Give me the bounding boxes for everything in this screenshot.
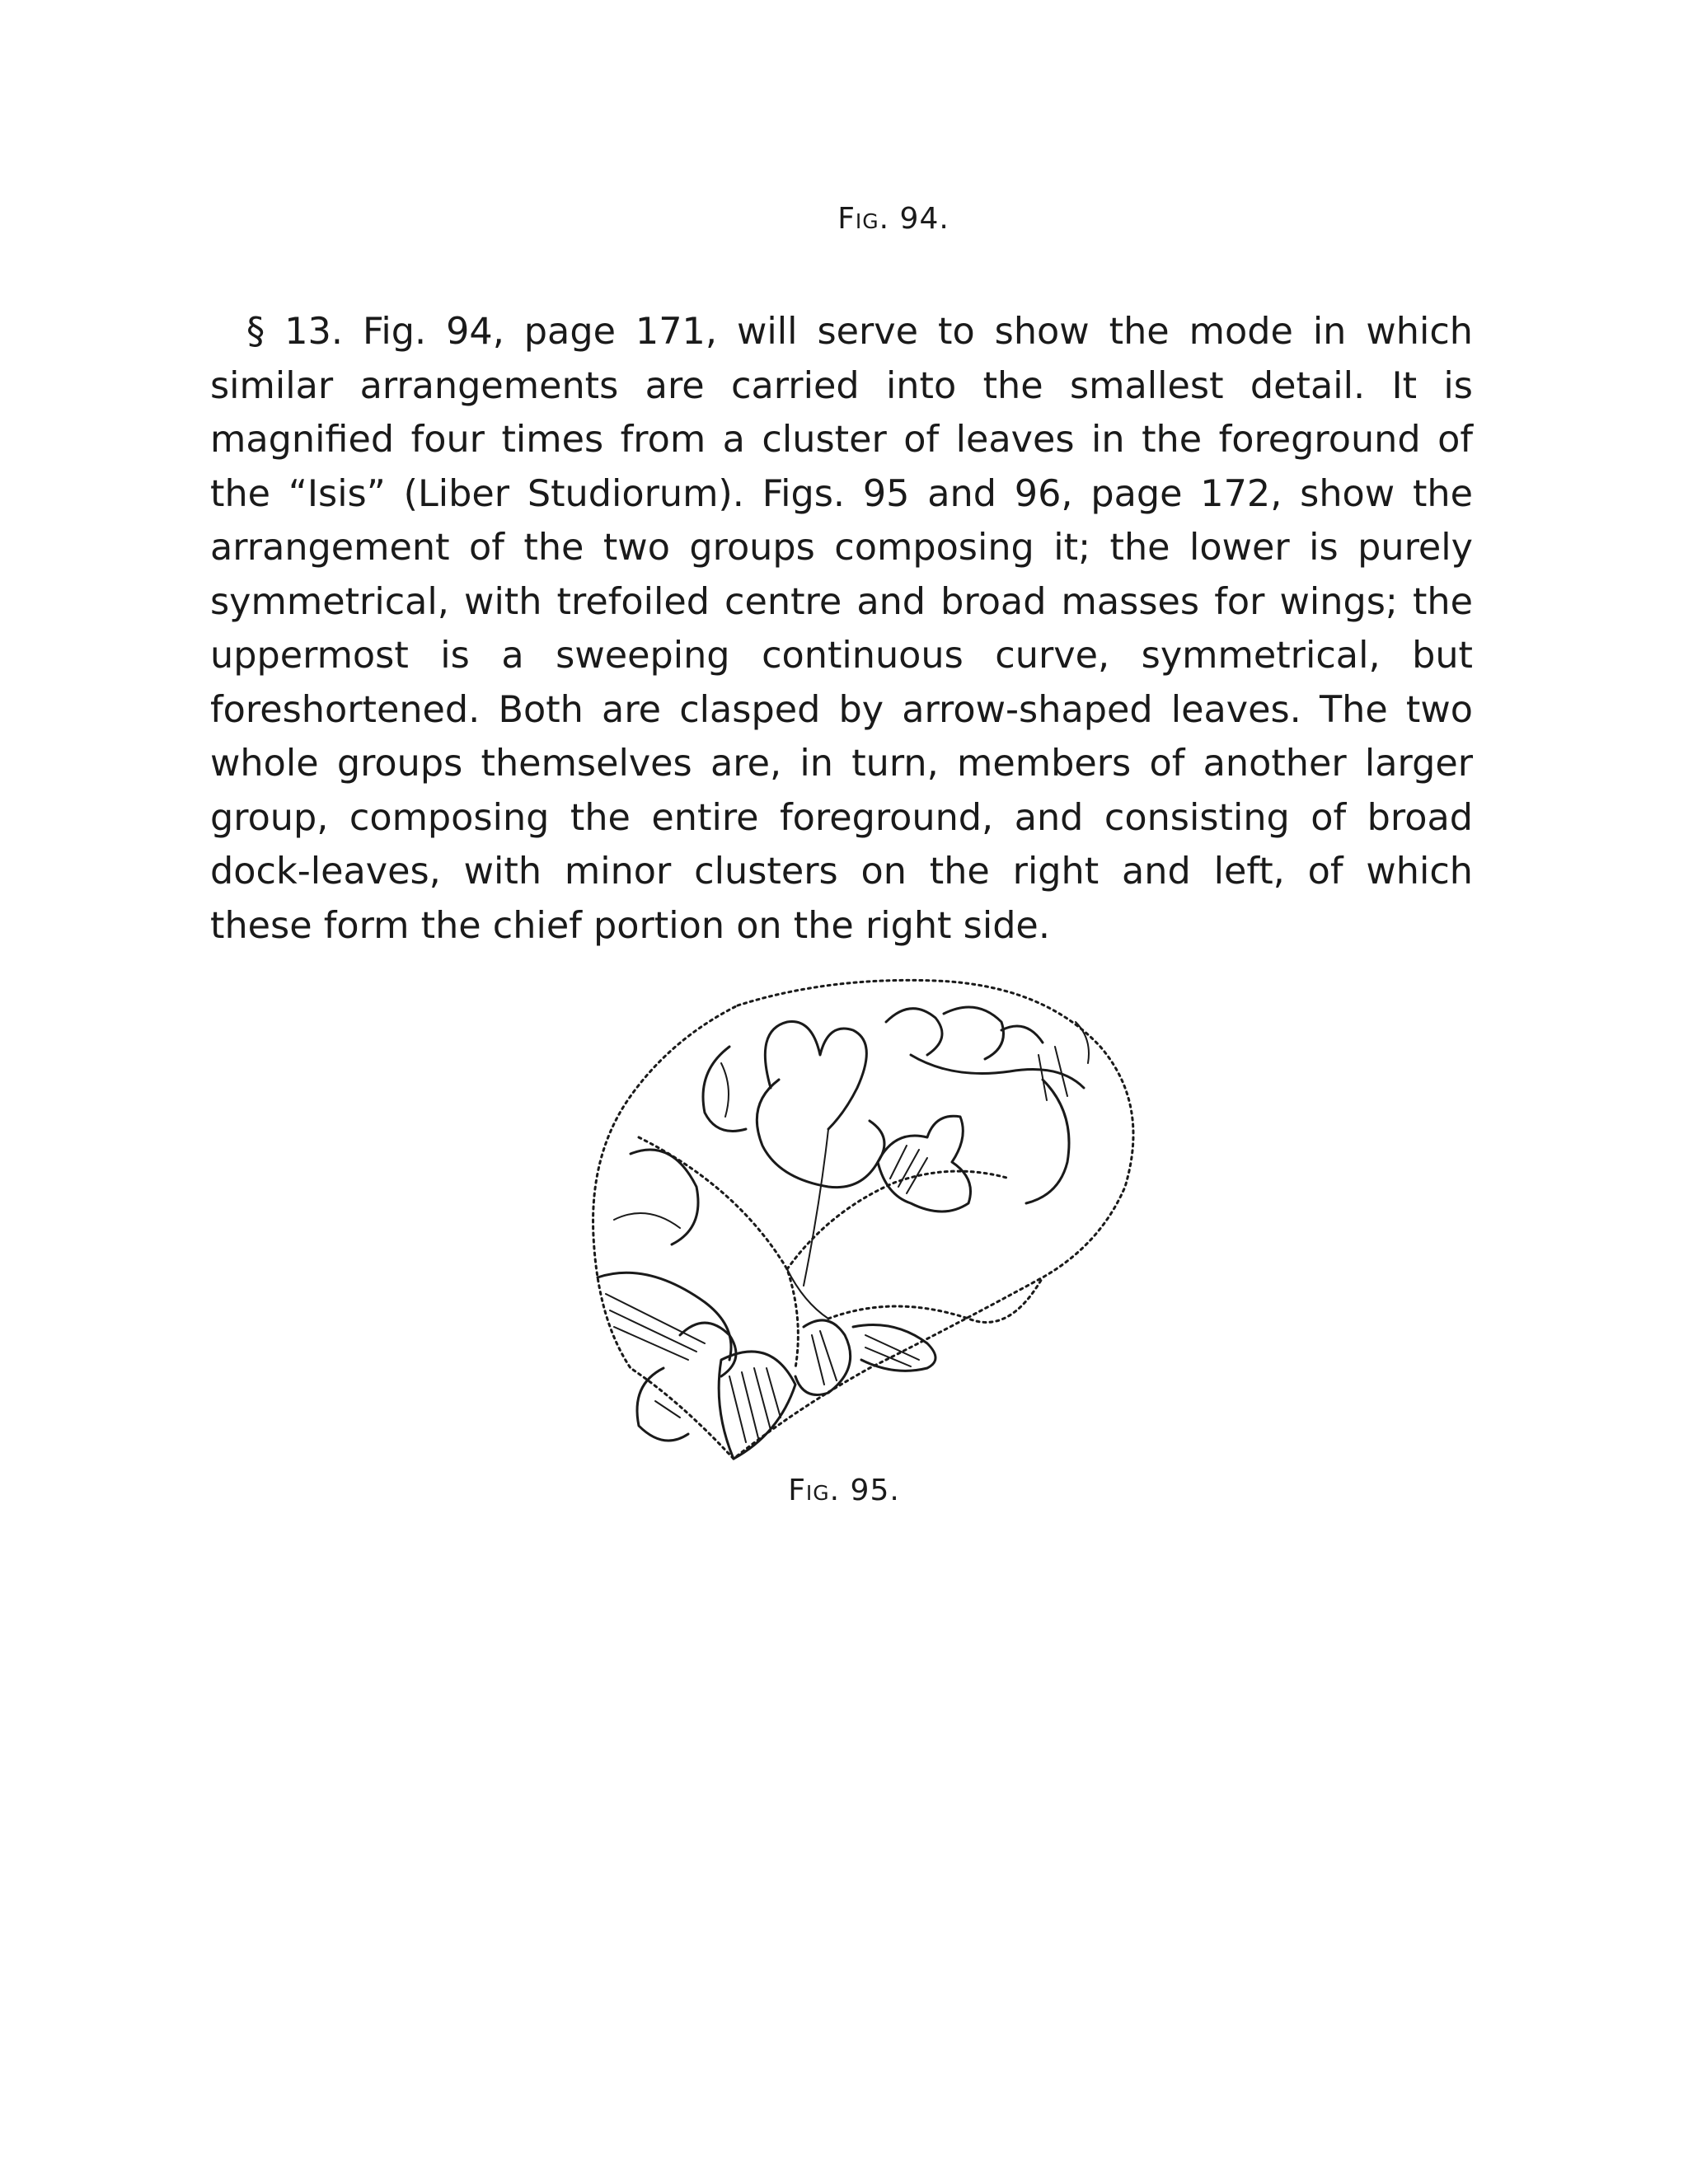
figure-95-leaf-cluster-illustration <box>581 972 1158 1467</box>
figure-95-caption-prefix: Fig <box>788 1474 830 1507</box>
figure-95-caption-number: . 95. <box>829 1474 900 1507</box>
figure-94-caption <box>49 202 1688 236</box>
section-13-paragraph: § 13. Fig. 94, page 171, will serve to show the mode in which similar arrangements are carried into the smallest detail. It is magnified four times from a cluster of leaves in the foreground of the “Isis” (Liber Studiorum). Figs. 95 and 96, page 172, show the arrangement of the two groups composing it; the lower is purely symmetrical, with trefoiled centre and broad masses for wings; the uppermost is a sweeping continuous curve, symmetrical, but foreshortened. Both are clasped by arrow-shaped leaves. The two whole groups themselves are, in turn, members of another larger group, composing the entire foreground, and consisting of broad dock-leaves, with minor clusters on the right and left, of which these form the chief portion on the right side. <box>210 311 1473 947</box>
figure-94-caption-number: . 94. <box>879 202 950 236</box>
figure-95-caption <box>0 1474 1688 1507</box>
figure-94-caption-prefix: Fig <box>837 202 879 236</box>
